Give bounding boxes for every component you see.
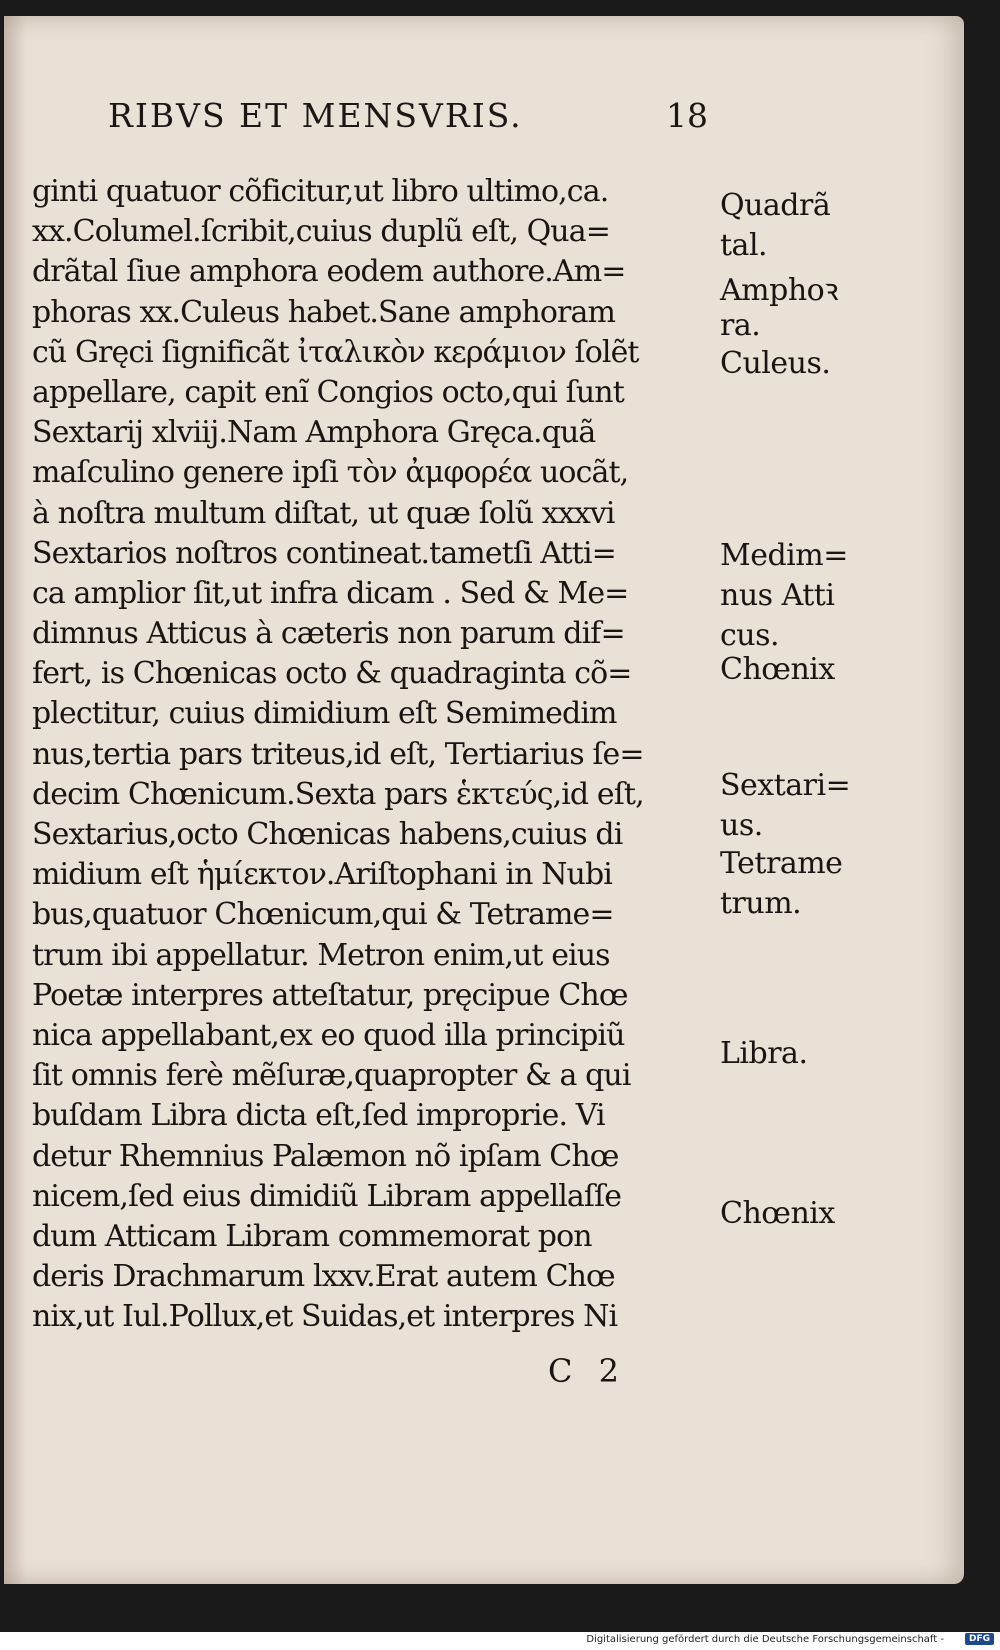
text-line: Poetæ interpres atteſtatur, pręcipue Chœ bbox=[32, 977, 628, 1013]
text-line: bus,quatuor Chœnicum,qui & Tetrame= bbox=[32, 897, 614, 933]
text-line: nus,tertia pars triteus,id eſt, Tertiarius ſe= bbox=[32, 736, 644, 772]
page-header bbox=[108, 96, 708, 146]
margin-note-line: Sextari= bbox=[720, 768, 851, 803]
margin-note-line: Medim= bbox=[720, 538, 848, 573]
text-line: dum Atticam Libram commemorat pon bbox=[32, 1218, 592, 1254]
text-line: xx.Columel.ſcribit,cuius duplũ eſt, Qua= bbox=[32, 214, 610, 250]
margin-note-line: Culeus. bbox=[720, 346, 831, 381]
text-line: buſdam Libra dicta eſt,ſed improprie. Vi bbox=[32, 1098, 605, 1134]
text-line: Sextarius,octo Chœnicas habens,cuius di bbox=[32, 817, 623, 852]
text-line: Sextarios noſtros contineat.tametſi Atti= bbox=[32, 535, 616, 571]
text-line: dimnus Atticus à cæteris non parum dif= bbox=[32, 616, 625, 652]
margin-note-line: Chœnix bbox=[720, 652, 835, 687]
text-line: Sextarij xlviij.Nam Amphora Gręca.quã bbox=[32, 415, 596, 451]
margin-note-line: Tetrame bbox=[720, 846, 843, 881]
margin-note-line: ra. bbox=[720, 308, 761, 343]
dfg-logo-badge: DFG bbox=[965, 1633, 994, 1645]
margin-note-line: trum. bbox=[720, 886, 802, 921]
text-line: maſculino genere ipſi τὸν ἀμφορέα uocãt, bbox=[32, 455, 629, 491]
text-line: ginti quatuor cõficitur,ut libro ultimo,ca. bbox=[32, 174, 609, 209]
margin-note-line: nus Atti bbox=[720, 578, 835, 613]
text-line: cũ Gręci ſignificãt ἰταλικὸν κεράμιον ſolẽt bbox=[32, 334, 639, 370]
running-head: RIBVS ET MENSVRIS. bbox=[108, 96, 523, 135]
text-line: nica appellabant,ex eo quod illa principiũ bbox=[32, 1017, 625, 1053]
text-line: ſit omnis ferè mẽſuræ,quapropter & a qui bbox=[32, 1058, 631, 1094]
body-text bbox=[32, 172, 712, 1337]
margin-note-line: Chœnix bbox=[720, 1196, 835, 1231]
margin-note-line: Amphoꝛ bbox=[720, 273, 838, 308]
margin-note-line: tal. bbox=[720, 228, 768, 263]
text-line: phoras xx.Culeus habet.Sane amphoram bbox=[32, 294, 615, 330]
text-line: ca amplior ſit,ut infra dicam . Sed & Me= bbox=[32, 575, 629, 611]
signature-mark: C 2 bbox=[548, 1352, 620, 1390]
text-line: à noſtra multum diſtat, ut quæ ſolũ xxxvi bbox=[32, 495, 615, 531]
text-line: plectitur, cuius dimidium eſt Semimedim bbox=[32, 696, 617, 732]
text-line: detur Rhemnius Palæmon nõ ipſam Chœ bbox=[32, 1138, 619, 1174]
text-line: appellare, capit enĩ Congios octo,qui ſunt bbox=[32, 374, 624, 410]
text-line: deris Drachmarum lxxv.Erat autem Chœ bbox=[32, 1259, 615, 1295]
text-line: decim Chœnicum.Sexta pars ἑκτεύς,id eſt, bbox=[32, 776, 644, 812]
digitization-credit: Digitalisierung gefördert durch die Deutsche Forschungsgemeinschaft - bbox=[586, 1634, 944, 1645]
page-number: 18 bbox=[666, 96, 708, 135]
text-line: nicem,ſed eius dimidiũ Libram appellaſſe bbox=[32, 1178, 622, 1214]
margin-note-line: us. bbox=[720, 808, 763, 843]
text-line: drãtal ſiue amphora eodem authore.Am= bbox=[32, 254, 626, 290]
margin-note-line: Quadrã bbox=[720, 188, 831, 223]
text-line: midium eſt ἡμίεκτον.Ariſtophani in Nubi bbox=[32, 857, 612, 893]
text-line: nix,ut Iul.Pollux,et Suidas,et interpres Ni bbox=[32, 1299, 618, 1335]
text-line: fert, is Chœnicas octo & quadraginta cõ= bbox=[32, 656, 632, 692]
text-line: trum ibi appellatur. Metron enim,ut eius bbox=[32, 937, 610, 973]
page-gutter-shadow bbox=[4, 16, 26, 1584]
margin-note-line: cus. bbox=[720, 618, 780, 653]
margin-note-line: Libra. bbox=[720, 1036, 808, 1071]
